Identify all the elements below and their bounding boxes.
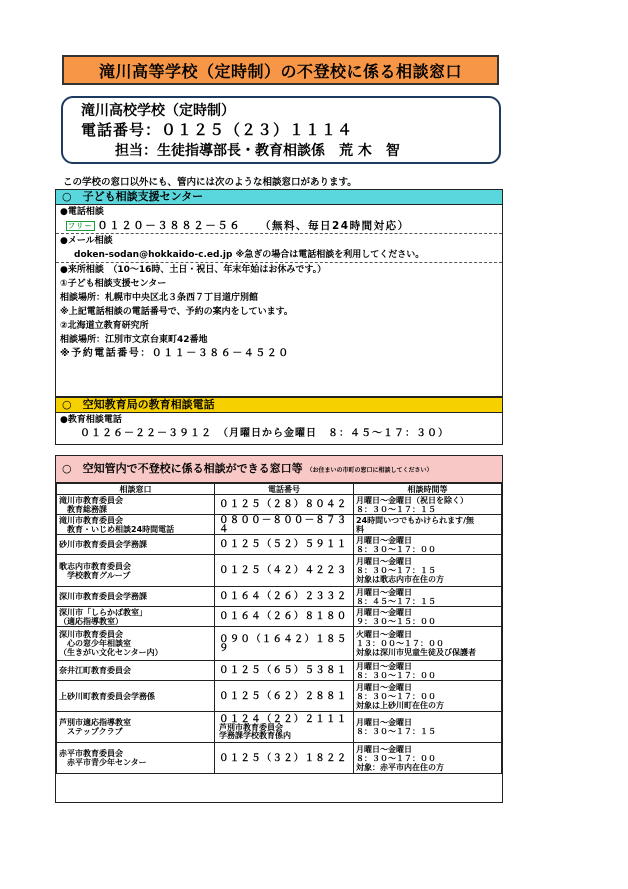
section1-heading: ○ 子ども相談支援センター <box>56 190 502 205</box>
section3-heading <box>56 456 502 483</box>
name-line: 上砂川町教育委員会学務係 <box>59 691 155 701</box>
table-row <box>57 607 502 627</box>
hours-line: ９：３０～１５：００ <box>356 616 436 626</box>
hours-cell <box>354 587 502 607</box>
school-phone: 電話番号：０１２５（２３）１１１４ <box>81 121 354 139</box>
name-line: 教育・いじめ相談24時間電話 <box>59 524 175 534</box>
hours-line: ８：３０～１７：１５ <box>356 566 436 575</box>
section2-heading: ○ 空知教育局の教育相談電話 <box>56 398 502 413</box>
hours-line: 月曜日～金曜日 <box>356 587 412 597</box>
section3-heading-text: ○ 空知管内で不登校に係る相談ができる窓口等 <box>62 462 303 475</box>
phone-line: 芦別市教育委員会 <box>219 722 283 732</box>
phone-cell <box>215 661 354 681</box>
phone-line: ０１２５（２８）８０４２ <box>219 499 348 510</box>
table-row <box>57 587 502 607</box>
hours-cell <box>354 661 502 681</box>
hours-line: 月曜日～金曜日（祝日を除く） <box>356 495 468 505</box>
name-cell <box>57 587 215 607</box>
name-cell <box>57 712 215 743</box>
hours-line: 対象は深川市児童生徒及び保護者 <box>356 648 476 657</box>
phone-consult-text: ０１２０－３８８２－５６ （無料、毎日24時間対応） <box>97 220 410 232</box>
hours-cell <box>354 712 502 743</box>
school-contact-person: 担当：生徒指導部長・教育相談係 荒 木 智 <box>115 143 400 159</box>
hours-line: ８：４５～１７：１５ <box>356 596 436 606</box>
hours-line: 月曜日～金曜日 <box>356 607 412 617</box>
hours-cell <box>354 607 502 627</box>
table-header-row <box>57 484 502 495</box>
name-line: 深川市教育委員会 <box>59 630 123 639</box>
hours-line: 月曜日～金曜日 <box>356 557 412 566</box>
name-cell <box>57 535 215 555</box>
phone-line: ０８００－８００－８７３４ <box>219 514 348 535</box>
name-line: 赤平市教育委員会 <box>59 749 123 758</box>
hours-line: 月曜日～金曜日 <box>356 535 412 545</box>
page-title <box>62 55 499 85</box>
school-contact-box <box>61 96 501 164</box>
hours-line: 月曜日～金曜日 <box>356 661 412 671</box>
column-header: 相談時間等 <box>354 484 502 495</box>
table-row <box>57 627 502 661</box>
education-phone-label: ●教育相談電話 <box>60 415 122 425</box>
name-line: 芦別市適応指導教室 <box>59 718 131 727</box>
hours-cell <box>354 627 502 661</box>
table-row <box>57 712 502 743</box>
phone-line: ０９０（１６４２）１８５９ <box>219 633 348 654</box>
mail-consult-label: ●メール相談 <box>60 236 113 246</box>
center2-place: 相談場所：江別市文京台東町42番地 <box>60 335 208 345</box>
phone-line: ０１６４（２６）８１８０ <box>219 611 348 622</box>
name-cell <box>57 495 215 515</box>
table-row <box>57 495 502 515</box>
name-line: 赤平市青少年センター <box>59 758 147 767</box>
hours-line: 月曜日～金曜日 <box>356 718 412 727</box>
center2-phone: ※予約電話番号：０１１－３８６－４５２０ <box>60 348 290 359</box>
hours-line: 料 <box>356 524 364 534</box>
hours-line: 対象：赤平市内在住の方 <box>356 762 444 772</box>
table-row <box>57 515 502 535</box>
education-phone-number: ０１２６－２２－３９１２ （月曜日から金曜日 ８：４５～１７：３０） <box>80 428 449 439</box>
name-cell <box>57 607 215 627</box>
sorachi-education-bureau-section <box>55 397 503 445</box>
child-support-center-section <box>55 189 503 397</box>
hours-line: 月曜日～金曜日 <box>356 682 412 692</box>
hours-line: ８：３０～１７：１５ <box>356 504 436 514</box>
phone-line: 学務課学校教育係内 <box>219 730 291 740</box>
name-line: （生きがい文化センター内） <box>59 648 163 657</box>
name-line: 奈井江町教育委員会 <box>59 666 131 675</box>
column-header: 電話番号 <box>215 484 354 495</box>
hours-line: 24時間いつでもかけられます/無 <box>356 515 475 525</box>
name-cell <box>57 515 215 535</box>
consult-windows-table <box>56 483 502 774</box>
phone-cell <box>215 587 354 607</box>
hours-line: ８：３０～１７：１５ <box>356 727 436 736</box>
hours-cell <box>354 535 502 555</box>
center1-note: ※上記電話相談の電話番号で、予約の案内をしています。 <box>60 307 293 317</box>
phone-consult-label: ●電話相談 <box>60 207 104 217</box>
hours-cell <box>354 555 502 587</box>
intro-text: この学校の窓口以外にも、管内には次のような相談窓口があります。 <box>63 177 357 188</box>
page-title-text: 滝川高等学校（定時制）の不登校に係る相談窓口 <box>98 61 462 81</box>
name-cell <box>57 743 215 774</box>
hours-cell <box>354 495 502 515</box>
phone-cell <box>215 712 354 743</box>
phone-cell <box>215 627 354 661</box>
center2-name: ②北海道立教育研究所 <box>60 321 149 331</box>
center1-name: ①子ども相談支援センター <box>60 279 167 289</box>
name-line: ステップクラブ <box>59 727 123 736</box>
phone-line: ０１２５（４２）４２２３ <box>219 565 348 576</box>
hours-cell <box>354 515 502 535</box>
name-line: 教育総務課 <box>59 504 107 514</box>
name-line: 心の窓少年相談室 <box>59 639 131 648</box>
phone-cell <box>215 607 354 627</box>
name-cell <box>57 555 215 587</box>
school-name: 滝川高校学校（定時制） <box>81 103 235 119</box>
phone-line: ０１２５（６５）５３８１ <box>219 665 348 676</box>
hours-line: ８：３０～１７：００ <box>356 691 436 701</box>
table-row <box>57 743 502 774</box>
hours-line: 対象は歌志内市在住の方 <box>356 575 444 584</box>
visit-consult: ●来所相談 （10～16時、土日・祝日、年末年始はお休みです。） <box>60 265 327 275</box>
phone-cell <box>215 681 354 712</box>
section3-heading-note: （お住まいの市町の窓口に相談してください） <box>306 467 433 474</box>
phone-cell <box>215 495 354 515</box>
name-line: 滝川市教育委員会 <box>59 515 123 525</box>
name-cell <box>57 681 215 712</box>
table-row <box>57 681 502 712</box>
center1-place: 相談場所：札幌市中央区北３条西７丁目道庁別館 <box>60 293 259 303</box>
name-line: 砂川市教育委員会学務課 <box>59 540 147 549</box>
phone-line: ０１２５（６２）２８８１ <box>219 690 348 702</box>
name-line: （適応指導教室） <box>59 616 123 626</box>
hours-line: １３：００～１７：００ <box>356 639 444 648</box>
hours-cell <box>354 681 502 712</box>
phone-cell <box>215 555 354 587</box>
table-row <box>57 535 502 555</box>
name-line: 滝川市教育委員会 <box>59 495 123 505</box>
hours-line: 対象は上砂川町在住の方 <box>356 700 444 710</box>
hours-line: ８：３０～１７：００ <box>356 753 436 763</box>
table-row <box>57 661 502 681</box>
table-row <box>57 555 502 587</box>
hours-line: 月曜日～金曜日 <box>356 744 412 754</box>
phone-line: ０１２４（２２）２１１１ <box>219 713 348 725</box>
phone-line: ０１６４（２６）２３３２ <box>219 591 348 602</box>
name-line: 深川市教育委員会学務課 <box>59 592 147 601</box>
name-line: 学校教育グループ <box>59 570 131 580</box>
hours-cell <box>354 743 502 774</box>
mail-consult-address: doken-sodan@hokkaido-c.ed.jp ※急ぎの場合は電話相談を利用してください。 <box>56 248 502 263</box>
name-cell <box>57 627 215 661</box>
hours-line: ８：３０～１７：００ <box>356 670 436 680</box>
phone-line: ０１２５（５２）５９１１ <box>219 539 348 550</box>
phone-cell <box>215 515 354 535</box>
sorachi-consult-windows-section <box>55 455 503 803</box>
name-cell <box>57 661 215 681</box>
phone-cell <box>215 535 354 555</box>
freedial-icon: フリー <box>68 222 94 230</box>
hours-line: ８：３０～１７：００ <box>356 544 436 554</box>
phone-line: ０１２５（３２）１８２２ <box>219 752 348 764</box>
name-line: 深川市「しらかば教室」 <box>59 607 147 617</box>
phone-cell <box>215 743 354 774</box>
column-header: 相談窓口 <box>57 484 215 495</box>
name-line: 歌志内市教育委員会 <box>59 561 131 571</box>
phone-consult-number <box>56 219 502 234</box>
hours-line: 火曜日～金曜日 <box>356 630 412 639</box>
